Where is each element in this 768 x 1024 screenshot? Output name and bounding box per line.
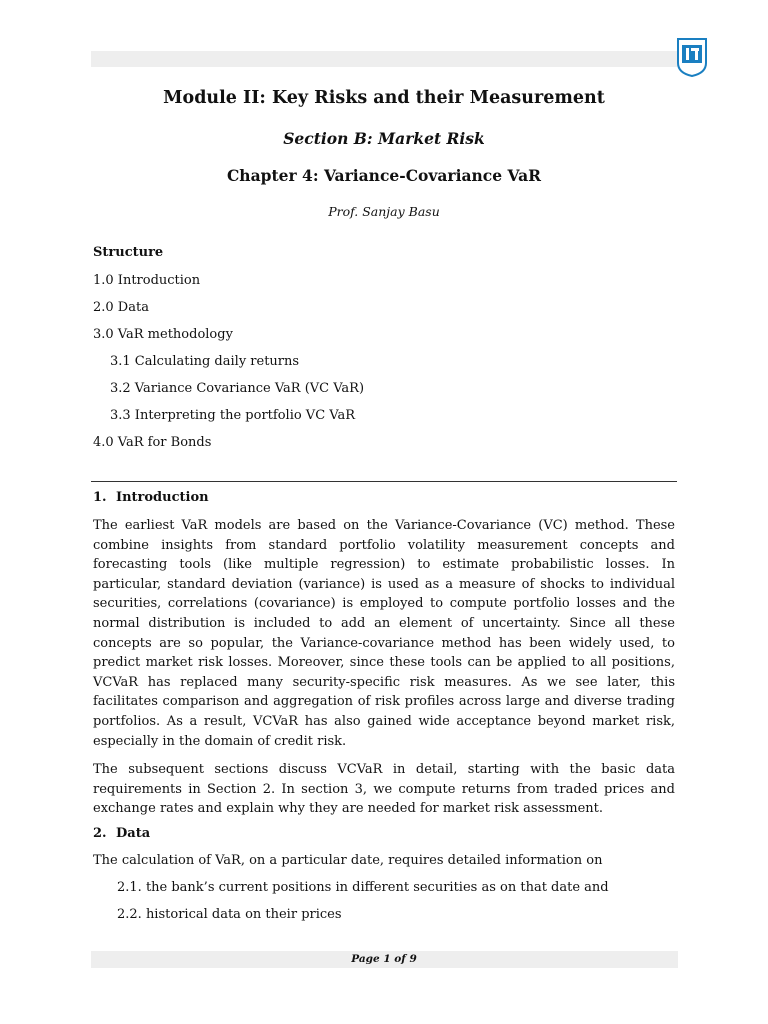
- data-paragraph: The calculation of VaR, on a particular date, requires detailed information on: [93, 853, 603, 868]
- intro-heading-number: 1.: [93, 490, 107, 505]
- intro-heading-text: Introduction: [116, 490, 209, 505]
- page-number: Page 1 of 9: [351, 953, 417, 965]
- module-title: Module II: Key Risks and their Measurement: [163, 88, 605, 108]
- toc-item: 1.0 Introduction: [93, 273, 201, 288]
- header-band: [91, 51, 678, 67]
- data-heading-number: 2.: [93, 826, 107, 841]
- toc-subitem: 3.2 Variance Covariance VaR (VC VaR): [110, 381, 365, 396]
- intro-paragraph-1: The earliest VaR models are based on the Variance-Covariance (VC) method. These combine insights from standard portfolio volatility measurement concepts and forecasting tools (like multiple regression) to estimate probabilistic losses. In particular, standard deviation (variance) is used as a measure of shocks to individual securities, correlations (covariance) is employed to compute portfolio losses and the normal distribution is included to add an element of uncertainty. Since all these concepts are so popular, the Variance-covariance method has been widely used, to predict market risk losses. Moreover, since these tools can be applied to all positions, VCVaR has replaced many security-specific risk measures. As we see later, this facilitates comparison and aggregation of risk profiles across large and diverse trading portfolios. As a result, VCVaR has also gained wide acceptance beyond market risk, especially in the domain of credit risk.: [93, 518, 675, 749]
- data-list-item: 2.2. historical data on their prices: [117, 907, 342, 922]
- structure-heading: Structure: [93, 245, 164, 260]
- intro-heading: [93, 490, 209, 505]
- toc-subitem: 3.1 Calculating daily returns: [110, 354, 300, 369]
- toc-item: 4.0 VaR for Bonds: [93, 435, 212, 450]
- table-of-contents: [93, 272, 364, 461]
- institute-logo-icon: [674, 37, 710, 77]
- toc-item: 3.0 VaR methodology: [93, 327, 233, 342]
- data-heading: [93, 826, 150, 841]
- data-heading-text: Data: [116, 826, 151, 841]
- toc-subitem: 3.3 Interpreting the portfolio VC VaR: [110, 408, 356, 423]
- chapter-title: Chapter 4: Variance-Covariance VaR: [226, 166, 542, 185]
- section-divider: [91, 481, 677, 482]
- data-list-item: 2.1. the bank’s current positions in different securities as on that date and: [117, 880, 609, 895]
- author-name: Prof. Sanjay Basu: [328, 204, 440, 219]
- section-title: Section B: Market Risk: [283, 129, 485, 148]
- toc-item: 2.0 Data: [93, 300, 149, 315]
- intro-paragraph-2: The subsequent sections discuss VCVaR in detail, starting with the basic data requirements in Section 2. In section 3, we compute returns from traded prices and exchange rates and explain why they are needed for market risk assessment.: [93, 762, 675, 817]
